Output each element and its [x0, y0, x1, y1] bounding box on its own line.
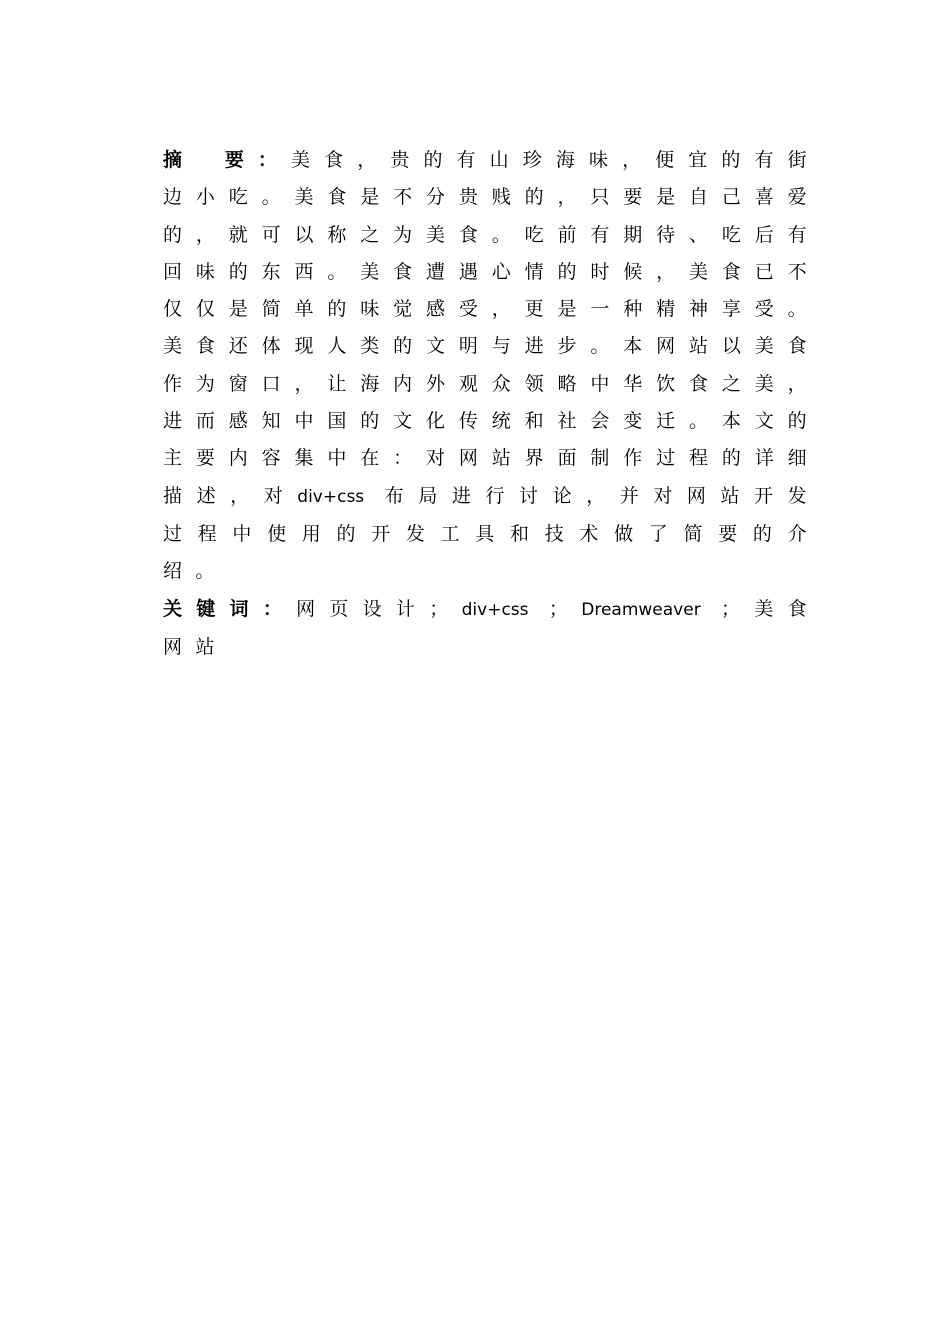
keywords-paragraph	[163, 591, 820, 667]
abstract-latin-term: div+css	[297, 486, 365, 507]
keyword-separator-2: ；	[548, 597, 582, 620]
keywords-label: 关键词：	[163, 597, 297, 620]
abstract-body-part1: 美食，贵的有山珍海味，便宜的有街边小吃。美食是不分贵贱的，只要是自己喜爱的，就可以称之为美食。吃前有期待、吃后有回味的东西。美食遭遇心情的时候，美食已不仅仅是简单的味觉感受，更是一种精神享受。美食还体现人类的文明与进步。本网站以美食作为窗口，让海内外观众领略中华饮食之美，进而感知中国的文化传统和社会变迁。本文的主要内容集中在：对网站界面制作过程的详细描述，对	[163, 149, 820, 507]
keyword-item-4: 美食网站	[163, 597, 820, 658]
keyword-separator-3: ；	[721, 597, 754, 620]
keyword-item-3: Dreamweaver	[581, 599, 701, 620]
keyword-separator-1: ；	[429, 597, 462, 620]
abstract-label-first: 摘	[163, 149, 197, 171]
abstract-section	[163, 142, 820, 666]
abstract-paragraph	[163, 142, 820, 591]
abstract-label-second: 要：	[224, 149, 292, 171]
abstract-body-part2: 布局进行讨论，并对网站开发过程中使用的开发工具和技术做了简要的介绍。	[163, 484, 820, 583]
keyword-item-2: div+css	[461, 599, 529, 620]
keyword-item-1: 网页设计	[296, 597, 430, 620]
